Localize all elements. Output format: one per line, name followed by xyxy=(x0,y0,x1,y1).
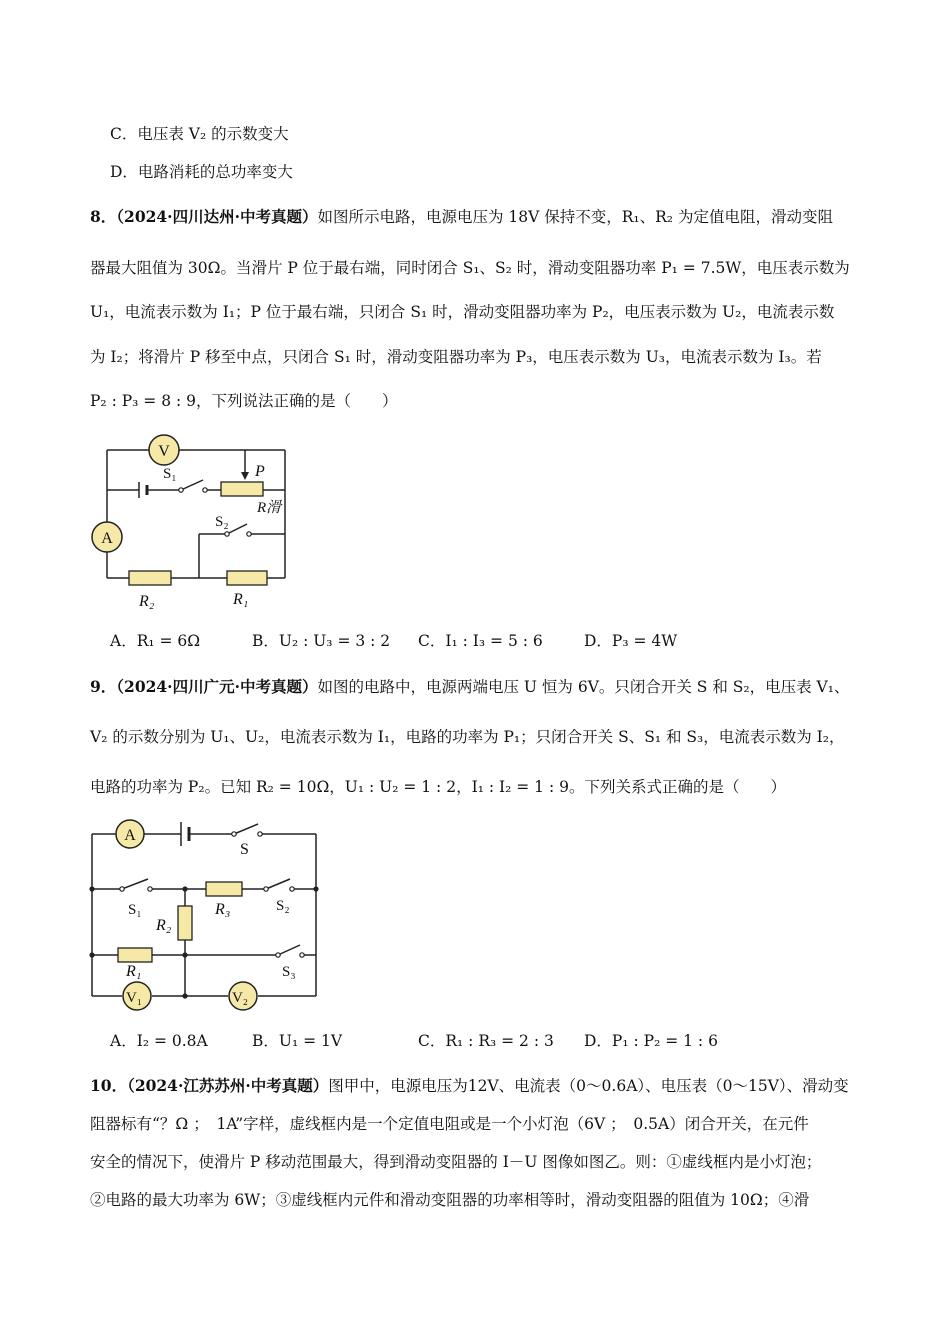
q8-line4: 为 I₂；将滑片 P 移至中点，只闭合 S₁ 时，滑动变阻器功率为 P₃，电压表示数为 U₃，电流表示数为 I₃。若 xyxy=(90,348,822,366)
q10-line4: ②电路的最大功率为 6W；③虚线框内元件和滑动变阻器的功率相等时，滑动变阻器的阻值为 10Ω；④滑 xyxy=(90,1191,810,1209)
rheostat-icon xyxy=(221,482,263,496)
q9-switch-s-label: S xyxy=(240,841,249,858)
slider-p-label: P xyxy=(255,463,265,480)
q8-option-b: B．U₂ : U₃ = 3 : 2 xyxy=(252,632,391,650)
q8-option-a: A．R₁ = 6Ω xyxy=(110,632,201,650)
q9-text-1: 如图的电路中，电源两端电压 U 恒为 6V。只闭合开关 S 和 S₂，电压表 V₁、 xyxy=(317,678,850,696)
q9-option-a: A．I₂ = 0.8A xyxy=(110,1032,208,1050)
option-c-prev: C．电压表 V₂ 的示数变大 xyxy=(110,125,289,143)
switch-s1-label: S₁ xyxy=(163,466,177,482)
rheostat-label: R滑 xyxy=(257,500,282,516)
q9-resistor-r2-icon xyxy=(178,906,192,940)
q10-source: （2024·江苏苏州·中考真题） xyxy=(127,1076,329,1095)
q9-switch-s1-label: S₁ xyxy=(128,902,142,918)
q8-line1 xyxy=(90,206,833,228)
q10-line3: 安全的情况下，使滑片 P 移动范围最大，得到滑动变阻器的 I－U 图像如图乙。则：①虚线框内是小灯泡； xyxy=(90,1153,822,1171)
q9-source: （2024·四川广元·中考真题） xyxy=(116,677,318,696)
option-d-prev: D．电路消耗的总功率变大 xyxy=(110,163,293,181)
q9-r1-label: R₁ xyxy=(126,963,142,980)
q10-number: 10． xyxy=(90,1076,128,1095)
voltmeter-label: V xyxy=(158,443,170,460)
q9-number: 9． xyxy=(90,677,117,696)
q8-source: （2024·四川达州·中考真题） xyxy=(116,207,318,226)
q9-resistor-r1-icon xyxy=(118,948,152,962)
q8-text-1: 如图所示电路，电源电压为 18V 保持不变，R₁、R₂ 为定值电阻，滑动变阻 xyxy=(317,208,833,226)
q9-option-b: B．U₁ = 1V xyxy=(252,1032,343,1050)
q8-line2: 器最大阻值为 30Ω。当滑片 P 位于最右端，同时闭合 S₁、S₂ 时，滑动变阻器功率 P₁ = 7.5W，电压表示数为 xyxy=(90,259,850,277)
q8-line5: P₂ : P₃ = 8 : 9，下列说法正确的是（ ） xyxy=(90,392,398,410)
q9-circuit-diagram xyxy=(88,816,328,1006)
q9-r2-label: R₂ xyxy=(156,917,172,934)
resistor-r2-icon xyxy=(129,571,171,585)
q9-line2: V₂ 的示数分别为 U₁、U₂，电流表示数为 I₁，电路的功率为 P₁；只闭合开关 S、S₁ 和 S₃，电流表示数为 I₂， xyxy=(90,728,845,746)
ammeter-label: A xyxy=(101,530,113,547)
q9-v1-label: V₁ xyxy=(125,990,143,1006)
q8-option-c: C．I₁ : I₃ = 5 : 6 xyxy=(418,632,543,650)
q8-line3: U₁，电流表示数为 I₁；P 位于最右端，只闭合 S₁ 时，滑动变阻器功率为 P₂，电压表示数为 U₂，电流表示数 xyxy=(90,303,835,321)
q9-ammeter-label: A xyxy=(124,827,136,844)
q9-r3-label: R₃ xyxy=(215,901,231,918)
q10-line1 xyxy=(90,1075,849,1097)
q8-circuit-diagram xyxy=(85,430,285,610)
r1-label: R₁ xyxy=(233,591,249,608)
q9-resistor-r3-icon xyxy=(206,882,242,896)
q9-switch-s3-label: S₃ xyxy=(282,964,296,980)
q10-line2: 阻器标有“？Ω ； 1A”字样，虚线框内是一个定值电阻或是一个小灯泡（6V ； 0.5A）闭合开关，在元件 xyxy=(90,1115,809,1133)
r2-label: R₂ xyxy=(139,593,155,610)
q8-option-d: D．P₃ = 4W xyxy=(584,632,678,650)
q9-line3: 电路的功率为 P₂。已知 R₂ = 10Ω，U₁ : U₂ = 1 : 2，I₁ : I₂ = 1 : 9。下列关系式正确的是（ ） xyxy=(90,778,786,796)
q8-number: 8． xyxy=(90,207,117,226)
q9-option-c: C．R₁ : R₃ = 2 : 3 xyxy=(418,1032,554,1050)
q9-switch-s2-label: S₂ xyxy=(276,898,290,914)
q9-option-d: D．P₁ : P₂ = 1 : 6 xyxy=(584,1032,718,1050)
q9-line1 xyxy=(90,676,849,698)
switch-s2-label: S₂ xyxy=(215,514,229,530)
resistor-r1-icon xyxy=(227,571,267,585)
q9-v2-label: V₂ xyxy=(231,990,249,1006)
q10-text-1: 图甲中，电源电压为12V、电流表（0～0.6A）、电压表（0～15V）、滑动变 xyxy=(328,1077,849,1095)
slider-arrow-icon xyxy=(241,472,249,480)
